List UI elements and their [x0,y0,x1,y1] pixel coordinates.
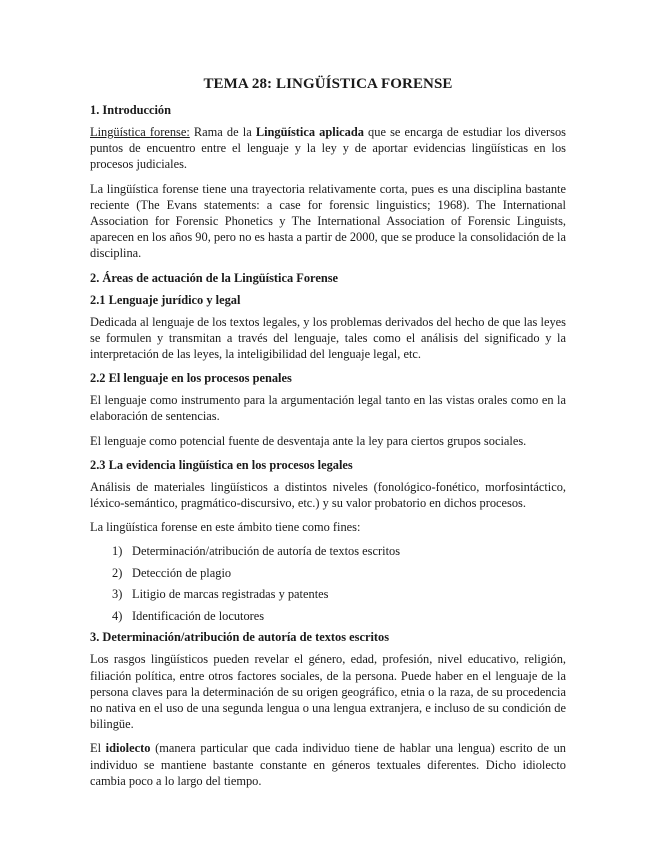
list-item-text: Determinación/atribución de autoría de textos escritos [132,544,401,559]
subsection-heading-2-1: 2.1 Lenguaje jurídico y legal [90,292,241,307]
list-item-text: Litigio de marcas registradas y patentes [132,587,329,602]
subsection-heading-2-2: 2.2 El lenguaje en los procesos penales [90,371,292,386]
list-number: 1) [112,544,123,559]
paragraph-idiolecto [90,740,566,789]
term-bold: idiolecto [105,741,151,756]
paragraph-2-2-a: El lenguaje como instrumento para la argumentación legal tanto en las vistas orales como en la elaboración de sentencias. [90,393,566,424]
list-item [112,565,566,581]
term-underlined: Lingüística forense: [90,125,190,139]
text-run: que se encarga de estudiar los diversos puntos de encuentro entre el lenguaje y la ley y de aportar evidencias lingüísticas en los procesos judiciales. [90,125,566,172]
list-number: 4) [112,608,123,623]
list-item-text: Detección de plagio [132,565,232,580]
paragraph-2-3-b: La lingüística forense en este ámbito tiene como fines: [90,520,361,535]
subsection-heading-2-3: 2.3 La evidencia lingüística en los procesos legales [90,457,353,472]
list-item [112,608,566,624]
section-heading-autoria: 3. Determinación/atribución de autoría de textos escritos [90,630,390,645]
paragraph-2-3-a: Análisis de materiales lingüísticos a distintos niveles (fonológico-fonético, morfosintáctico, léxico-semántico, pragmático-discursivo, etc.) y su valor probatorio en dichos procesos. [90,479,566,511]
paragraph-rasgos: Los rasgos lingüísticos pueden revelar el género, edad, profesión, nivel educativo, religión, filiación política, entre otros factores sociales, de la persona. Puede haber en el lenguaje de la persona claves para la determinación de su origen geográfico, etnia o la raza, de su procedencia no nativa en el uso de una segunda lengua o una lengua extranjera, e incluso de su condición de bilingüe. [90,652,566,732]
paragraph-2-2-b: El lenguaje como potencial fuente de desventaja ante la ley para ciertos grupos sociales. [90,433,527,448]
paragraph-history: La lingüística forense tiene una trayectoria relativamente corta, pues es una disciplina bastante reciente (The Evans statements: a case for forensic linguistics; 1968). The International Association for Forensic Phonetics y The International Association of Forensic Linguists, aparecen en los años 90, pero no es hasta a partir de 2000, que se produce la consolidación de la disciplina. [90,181,566,261]
section-heading-areas: 2. Áreas de actuación de la Lingüística Forense [90,270,339,285]
paragraph-definition [90,124,566,173]
text-run: Rama de la [189,125,256,139]
page-title: TEMA 28: LINGÜÍSTICA FORENSE [203,76,453,92]
goals-list [90,543,566,624]
list-item [112,543,566,559]
paragraph-2-1: Dedicada al lenguaje de los textos legales, y los problemas derivados del hecho de que las leyes se formulen y transmitan a través del lenguaje, tales como el análisis del significado y la interpretación de las leyes, la inteligibilidad del lenguaje legal, etc. [90,314,566,362]
text-run: El [90,741,106,756]
section-heading-introduccion: 1. Introducción [90,103,172,117]
list-item [112,586,566,602]
term-bold: Lingüística aplicada [255,125,364,139]
list-number: 3) [112,587,123,602]
document-page [90,74,566,797]
list-number: 2) [112,565,123,580]
text-run: (manera particular que cada individuo tiene de hablar una lengua) escrito de un individuo se mantiene bastante constante en géneros textuales diferentes. Dicho idiolecto cambia poco a lo largo del tiempo. [90,741,567,788]
list-item-text: Identificación de locutores [132,608,265,623]
